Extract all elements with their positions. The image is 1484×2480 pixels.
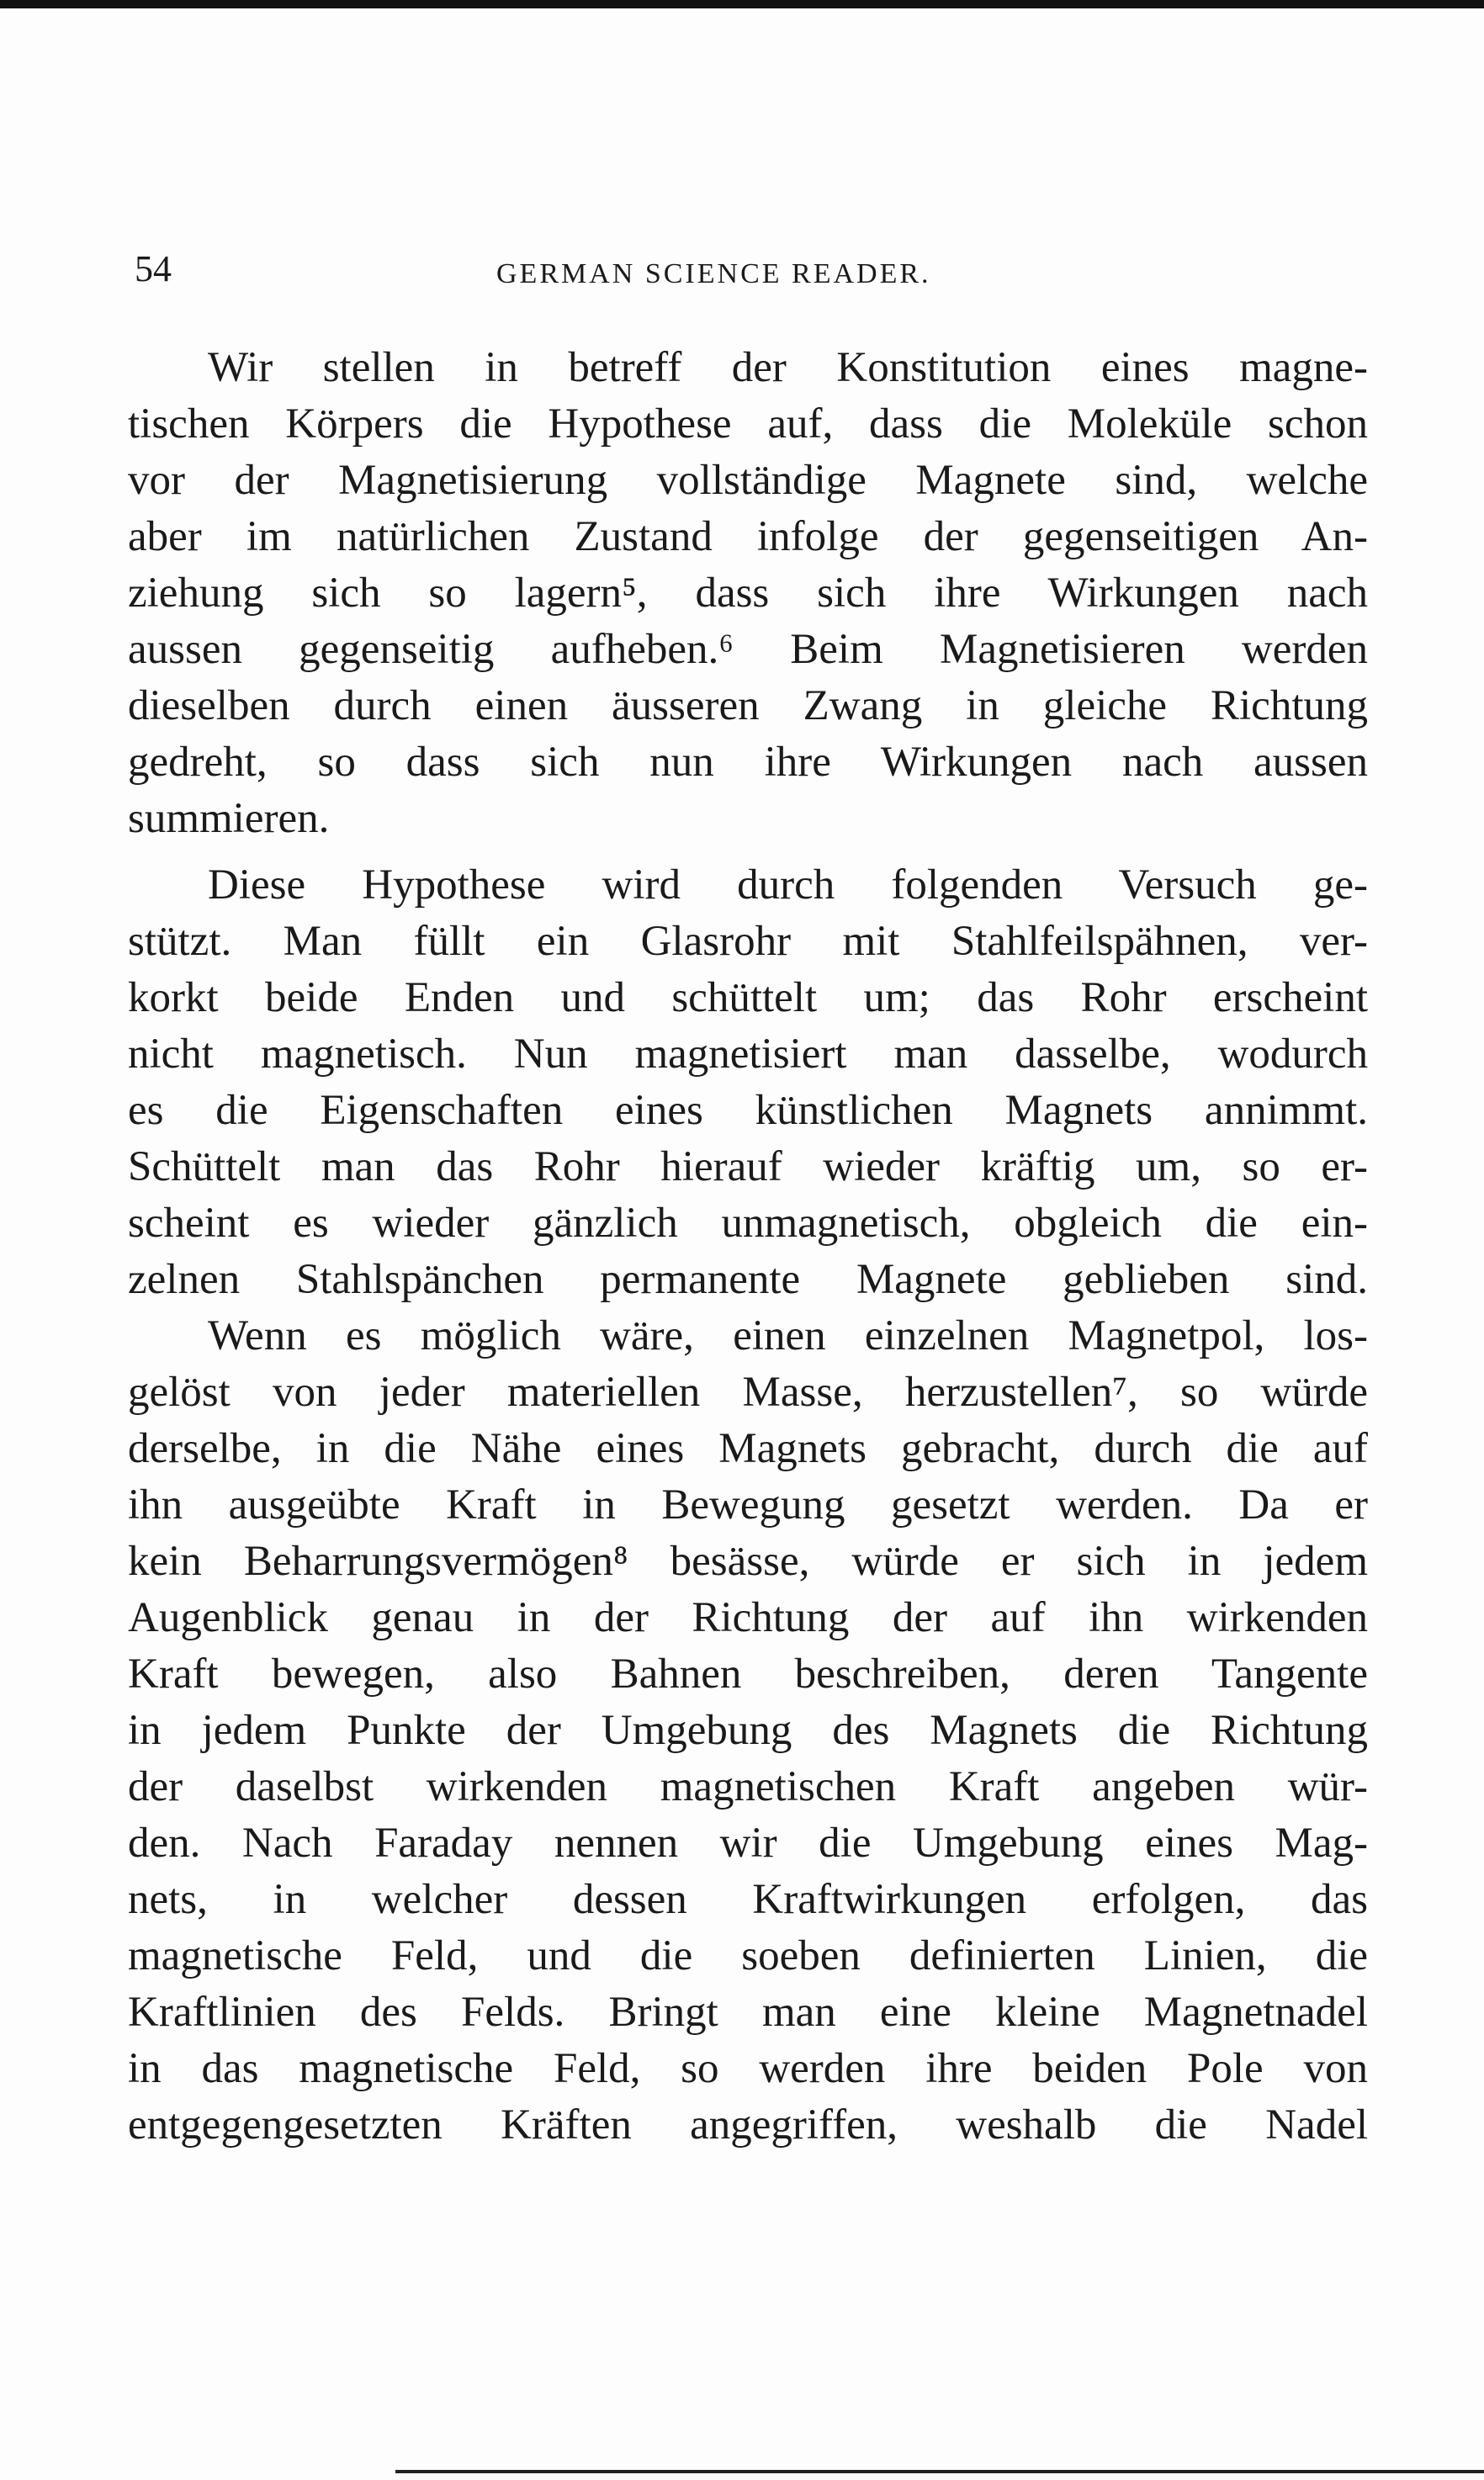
text-line: nicht magnetisch. Nun magnetisiert man dasselbe, wodurch <box>128 1031 1368 1078</box>
text-line: Wir stellen in betreff der Konstitution eines magne- <box>208 344 1368 391</box>
text-line: aussen gegenseitig aufheben.⁶ Beim Magnetisieren werden <box>128 626 1368 673</box>
text-line: Diese Hypothese wird durch folgenden Versuch ge- <box>208 861 1368 909</box>
text-line: dieselben durch einen äusseren Zwang in gleiche Richtung <box>128 682 1368 729</box>
text-line: scheint es wieder gänzlich unmagnetisch, obgleich die ein- <box>128 1200 1368 1247</box>
text-line: Wenn es möglich wäre, einen einzelnen Magnetpol, los- <box>208 1312 1368 1359</box>
running-title: GERMAN SCIENCE READER. <box>496 258 931 289</box>
text-line: korkt beide Enden und schüttelt um; das Rohr erscheint <box>128 974 1368 1021</box>
text-line: ziehung sich so lagern⁵, dass sich ihre Wirkungen nach <box>128 570 1368 617</box>
text-line: gedreht, so dass sich nun ihre Wirkungen nach aussen <box>128 739 1368 786</box>
body-text <box>128 340 1368 2154</box>
text-line: summieren. <box>128 795 330 842</box>
page-number: 54 <box>135 248 172 289</box>
paragraph-2 <box>128 857 1368 1308</box>
top-page-edge <box>0 0 1484 8</box>
text-line: ihn ausgeübte Kraft in Bewegung gesetzt werden. Da er <box>128 1481 1368 1529</box>
text-line: den. Nach Faraday nennen wir die Umgebung eines Mag- <box>128 1820 1368 1867</box>
text-line: kein Beharrungsvermögen⁸ besässe, würde er sich in jedem <box>128 1538 1368 1585</box>
text-line: es die Eigenschaften eines künstlichen Magnets annimmt. <box>128 1087 1368 1134</box>
paragraph-3 <box>128 1308 1368 2154</box>
text-line: magnetische Feld, und die soeben definierten Linien, die <box>128 1932 1368 1979</box>
text-line: derselbe, in die Nähe eines Magnets gebracht, durch die auf <box>128 1425 1368 1472</box>
text-line: Kraftlinien des Felds. Bringt man eine kleine Magnetnadel <box>128 1989 1368 2036</box>
bottom-page-edge <box>395 2470 1484 2473</box>
text-line: Kraft bewegen, also Bahnen beschreiben, deren Tangente <box>128 1651 1368 1698</box>
paragraph-gap <box>128 847 1368 857</box>
paragraph-1 <box>128 340 1368 847</box>
text-line: in das magnetische Feld, so werden ihre beiden Pole von <box>128 2045 1368 2092</box>
running-header <box>135 244 1371 294</box>
text-line: entgegengesetzten Kräften angegriffen, weshalb die Nadel <box>128 2101 1368 2149</box>
text-line: Augenblick genau in der Richtung der auf ihn wirkenden <box>128 1594 1368 1641</box>
text-line: in jedem Punkte der Umgebung des Magnets die Richtung <box>128 1707 1368 1754</box>
text-line: Schüttelt man das Rohr hierauf wieder kräftig um, so er- <box>128 1143 1368 1190</box>
text-line: vor der Magnetisierung vollständige Magnete sind, welche <box>128 457 1368 504</box>
text-line: zelnen Stahlspänchen permanente Magnete geblieben sind. <box>128 1256 1368 1303</box>
text-line: tischen Körpers die Hypothese auf, dass die Moleküle schon <box>128 400 1368 448</box>
text-line: nets, in welcher dessen Kraftwirkungen erfolgen, das <box>128 1876 1368 1923</box>
text-line: gelöst von jeder materiellen Masse, herzustellen⁷, so würde <box>128 1369 1368 1416</box>
text-line: stützt. Man füllt ein Glasrohr mit Stahlfeilspähnen, ver- <box>128 918 1368 965</box>
text-line: der daselbst wirkenden magnetischen Kraft angeben wür- <box>128 1763 1368 1810</box>
text-line: aber im natürlichen Zustand infolge der gegenseitigen An- <box>128 513 1368 560</box>
